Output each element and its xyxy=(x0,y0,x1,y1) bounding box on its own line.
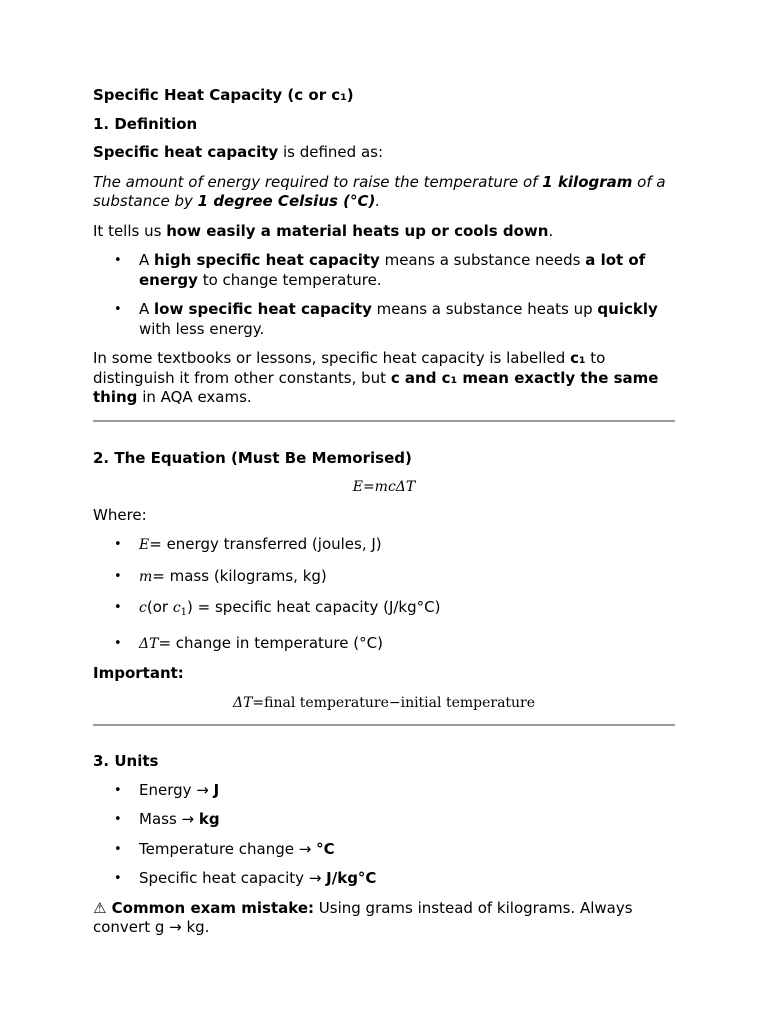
bullet-bold: low specific heat capacity xyxy=(154,300,372,318)
list-item xyxy=(93,598,675,623)
capacity-bullet-list xyxy=(93,251,675,339)
list-item xyxy=(93,567,675,588)
section-heading-units: 3. Units xyxy=(93,752,159,770)
bullet-icon: • xyxy=(114,537,122,552)
bullet-text: means a substance needs xyxy=(379,251,586,269)
unit-label: Specific heat capacity → xyxy=(139,869,327,887)
tells-text-a: It tells us xyxy=(93,221,167,240)
where-label: Where: xyxy=(93,505,147,524)
note-text: to distinguish it from other constants, but xyxy=(93,349,606,387)
bullet-bold: a lot of energy xyxy=(139,251,646,289)
note-bold: c and c₁ mean exactly the same thing xyxy=(93,368,659,406)
var-subscript: 1 xyxy=(180,607,188,618)
tells-text-c: . xyxy=(548,221,554,240)
note-bold: c₁ xyxy=(570,349,586,367)
section-heading-equation: 2. The Equation (Must Be Memorised) xyxy=(93,448,412,467)
note-text: in AQA exams. xyxy=(137,388,252,406)
bullet-bold: high specific heat capacity xyxy=(154,251,380,269)
delta-symbol: ΔT xyxy=(232,694,253,711)
var-text: = energy transferred (joules, J) xyxy=(149,535,382,553)
section-heading-definition: 1. Definition xyxy=(93,114,198,133)
delta-t-equation xyxy=(93,693,675,714)
list-item xyxy=(93,634,675,655)
equation-math: E=mcΔT xyxy=(352,479,416,495)
definition-statement xyxy=(93,173,675,212)
bullet-text: with less energy. xyxy=(139,319,265,338)
bullet-icon: • xyxy=(114,812,122,827)
exam-mistake-warning xyxy=(93,899,675,938)
section-divider xyxy=(93,420,675,422)
bullet-icon: • xyxy=(114,600,122,615)
unit-value: J/kg°C xyxy=(326,869,377,887)
var-text: = mass (kilograms, kg) xyxy=(152,566,327,585)
list-item xyxy=(93,300,675,339)
note-text: In some textbooks or lessons, specific heat capacity is labelled xyxy=(93,349,571,367)
unit-value: J xyxy=(213,780,220,799)
aqa-note xyxy=(93,349,675,408)
list-item xyxy=(93,869,675,889)
bullet-icon: • xyxy=(114,782,122,798)
warning-text: Using grams instead of kilograms. Always convert g → kg. xyxy=(93,898,633,936)
bullet-text: A xyxy=(139,251,155,269)
bullet-icon: • xyxy=(114,568,122,584)
important-label: Important: xyxy=(93,664,184,682)
var-text: = change in temperature (°C) xyxy=(158,633,383,652)
warning-bold: Common exam mistake: xyxy=(106,898,315,917)
intro-text: is defined as: xyxy=(278,143,384,161)
list-item xyxy=(93,781,675,801)
variables-list xyxy=(93,535,675,654)
list-item xyxy=(93,810,675,830)
bullet-icon: • xyxy=(114,253,122,268)
units-list xyxy=(93,781,675,889)
var-symbol: c xyxy=(172,600,181,616)
document-title: Specific Heat Capacity (c or c₁) xyxy=(93,86,354,104)
equation-display xyxy=(93,477,675,498)
bullet-bold: quickly xyxy=(597,300,658,318)
unit-label: Mass → xyxy=(139,810,199,828)
list-item xyxy=(93,840,675,860)
term-bold: Specific heat capacity xyxy=(93,143,279,161)
warning-icon: ⚠ xyxy=(93,898,107,917)
bullet-icon: • xyxy=(114,871,122,886)
def-text-e: . xyxy=(375,192,381,210)
tells-bold: how easily a material heats up or cools down xyxy=(166,221,549,240)
bullet-text: A xyxy=(139,300,155,318)
bullet-icon: • xyxy=(114,302,122,317)
bullet-text: to change temperature. xyxy=(197,270,382,289)
def-bold-celsius: 1 degree Celsius (°C) xyxy=(197,192,376,210)
list-item xyxy=(93,535,675,556)
def-bold-kilogram: 1 kilogram xyxy=(542,172,633,191)
bullet-icon: • xyxy=(114,841,122,857)
document-content xyxy=(93,86,675,948)
unit-value: kg xyxy=(198,810,220,828)
bullet-text: means a substance heats up xyxy=(371,300,598,318)
def-text-c: of a substance by xyxy=(93,172,666,210)
definition-intro xyxy=(93,143,675,163)
var-text: (or xyxy=(146,598,173,616)
var-text: ) = specific heat capacity (J/kg°C) xyxy=(187,598,441,616)
var-symbol: m xyxy=(139,568,153,585)
var-symbol: E xyxy=(139,537,150,553)
tells-us-line xyxy=(93,222,675,242)
unit-label: Energy → xyxy=(139,780,214,799)
bullet-icon: • xyxy=(114,635,122,651)
unit-value: °C xyxy=(316,839,335,858)
var-symbol: ΔT xyxy=(139,635,159,652)
delta-definition: =final temperature−initial temperature xyxy=(252,694,536,711)
var-symbol: c xyxy=(139,600,147,616)
def-text-a: The amount of energy required to raise the temperature of xyxy=(93,172,543,191)
unit-label: Temperature change → xyxy=(139,839,317,858)
section-divider xyxy=(93,724,675,726)
list-item xyxy=(93,251,675,290)
